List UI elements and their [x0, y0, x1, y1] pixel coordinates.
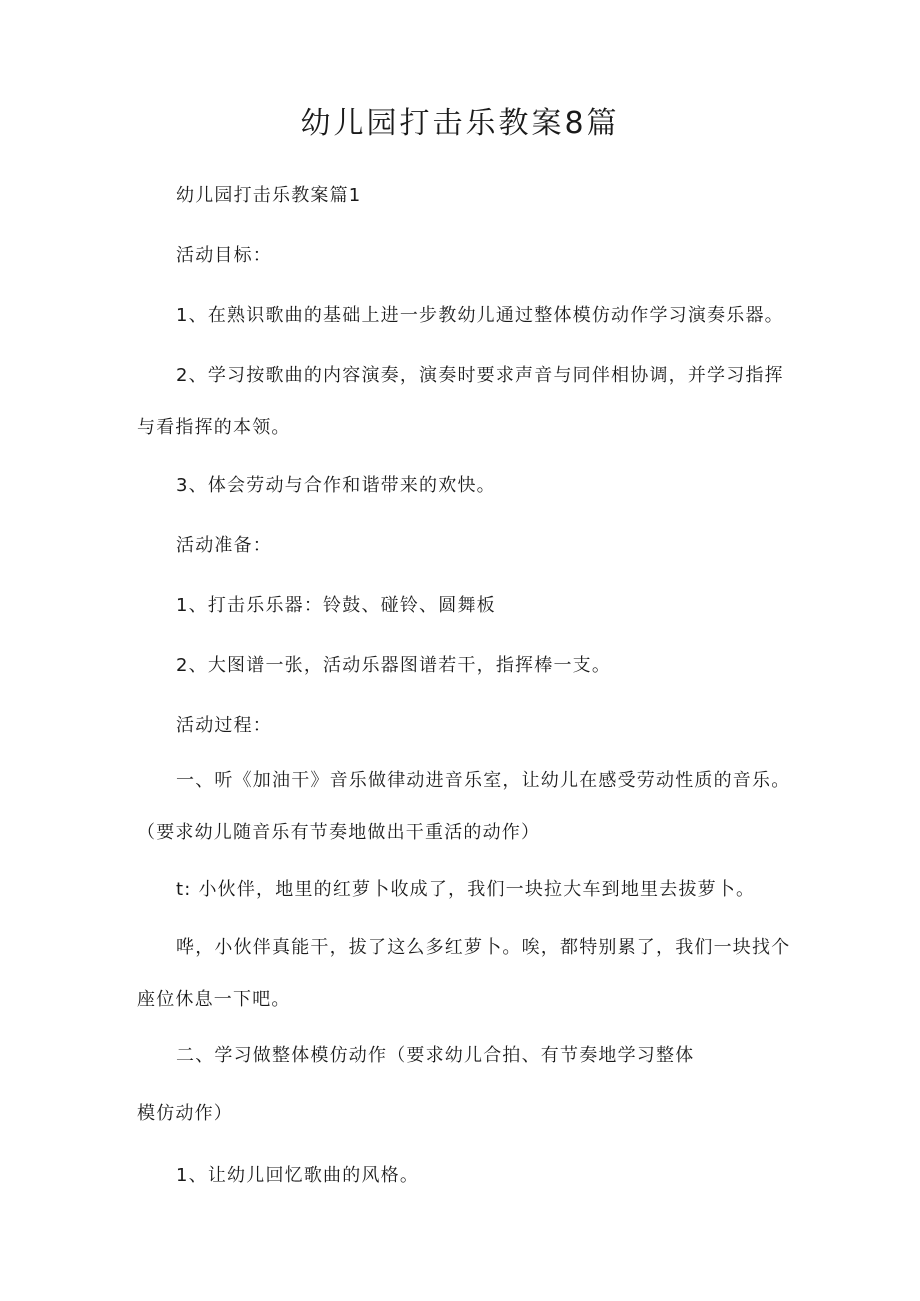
paragraph: 1、打击乐乐器：铃鼓、碰铃、圆舞板: [176, 595, 496, 616]
paragraph: 活动准备：: [176, 535, 272, 556]
paragraph-continuation: 模仿动作）: [137, 1103, 233, 1124]
paragraph: 2、大图谱一张，活动乐器图谱若干，指挥棒一支。: [176, 655, 612, 676]
paragraph: 二、学习做整体模仿动作（要求幼儿合拍、有节奏地学习整体: [176, 1045, 695, 1066]
section-heading: 幼儿园打击乐教案篇1: [176, 185, 362, 206]
paragraph: 活动过程：: [176, 715, 272, 736]
paragraph: 3、体会劳动与合作和谐带来的欢快。: [176, 475, 496, 496]
paragraph: 活动目标：: [176, 245, 272, 266]
paragraph: t: 小伙伴，地里的红萝卜收成了，我们一块拉大车到地里去拔萝卜。: [176, 879, 756, 900]
paragraph: 哗，小伙伴真能干，拔了这么多红萝卜。唉，都特别累了，我们一块找个座位休息一下吧。: [137, 937, 791, 1010]
paragraph: 2、学习按歌曲的内容演奏，演奏时要求声音与同伴相协调，并学习指挥与看指挥的本领。: [137, 365, 784, 438]
document-title: 幼儿园打击乐教案8篇: [300, 106, 620, 141]
paragraph: 1、让幼儿回忆歌曲的风格。: [176, 1165, 420, 1186]
paragraph: 1、在熟识歌曲的基础上进一步教幼儿通过整体模仿动作学习演奏乐器。: [176, 305, 784, 326]
paragraph: 一、听《加油干》音乐做律动进音乐室，让幼儿在感受劳动性质的音乐。（要求幼儿随音乐有节奏地做出干重活的动作）: [137, 770, 791, 843]
